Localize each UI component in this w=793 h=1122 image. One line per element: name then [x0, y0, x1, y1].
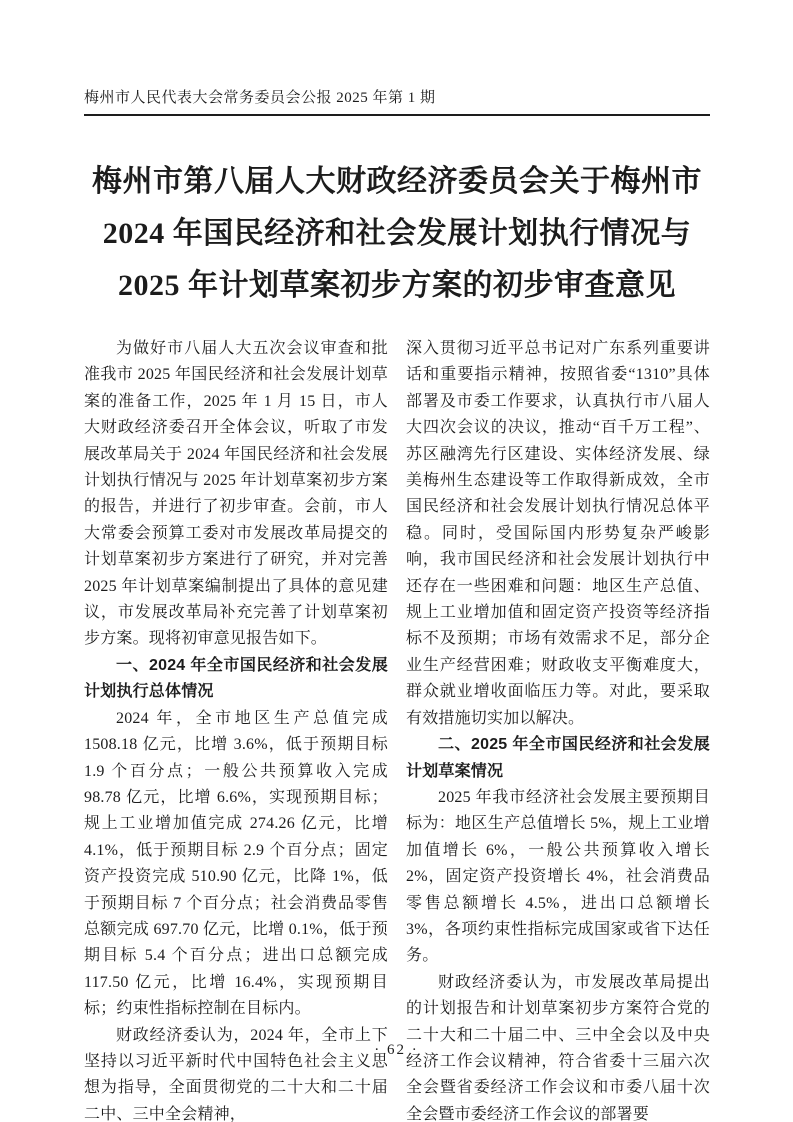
paragraph-committee-opinion-start: 财政经济委认为，2024 年，全市上下坚持以习近平新时代中国特色社会主义思想为指导，全面贯彻党的二十大和二十届二中、三中全会精神， [84, 1026, 388, 1122]
section-heading-2: 二、2025 年全市国民经济和社会发展计划草案情况 [406, 736, 710, 780]
document-title [84, 156, 710, 312]
right-column [406, 336, 710, 1122]
title-line-3: 2025 年计划草案初步方案的初步审查意见 [118, 269, 676, 302]
left-column [84, 336, 388, 1122]
paragraph-2024-indicators: 2024 年，全市地区生产总值完成 1508.18 亿元，比增 3.6%，低于预期目标 1.9 个百分点；一般公共预算收入完成 98.78 亿元，比增 6.6%，实现预期目标；规上工业增加值完成 274.26 亿元，比增 4.1%，低于预期目标 2.9 个百分点；固定资产投资完成 510.90 亿元，比降 1%，低于预期目标 7 个百分点；社会消费品零售总额完成 697.70 亿元，比增 0.1%，低于预期目标 5.4 个百分点；进出口总额完成 117.50 亿元，比增 16.4%，实现预期目标；约束性指标控制在目标内。 [84, 709, 388, 1018]
page-number: · 62 · [374, 1042, 419, 1058]
paragraph-2025-targets: 2025 年我市经济社会发展主要预期目标为：地区生产总值增长 5%，规上工业增加值增长 6%，一般公共预算收入增长 2%，固定资产投资增长 4%，社会消费品零售总额增长 4.5%，进出口总额增长 3%，各项约束性指标完成国家或省下达任务。 [406, 788, 710, 965]
publication-header: 梅州市人民代表大会常务委员会公报 2025 年第 1 期 [84, 86, 710, 116]
paragraph-draft-review-start: 财政经济委认为，市发展改革局提出的计划报告和计划草案初步方案符合党的二十大和二十届二中、三中全会以及中央经济工作会议精神，符合省委十三届六次全会暨省委经济工作会议和市委八届十次全会暨市委经济工作会议的部署要 [406, 973, 710, 1122]
section-heading-1: 一、2024 年全市国民经济和社会发展计划执行总体情况 [84, 656, 388, 701]
title-line-1: 梅州市第八届人大财政经济委员会关于梅州市 [92, 165, 702, 198]
page-footer [0, 1042, 793, 1059]
paragraph-committee-opinion-continued: 深入贯彻习近平总书记对广东系列重要讲话和重要指示精神，按照省委“1310”具体部署及市委工作要求，认真执行市八届人大四次会议的决议，推动“百千万工程”、苏区融湾先行区建设、实体经济发展、绿美梅州生态建设等工作取得新成效，全市国民经济和社会发展计划执行情况总体平稳。同时，受国际国内形势复杂严峻影响，我市国民经济和社会发展计划执行中还存在一些困难和问题：地区生产总值、规上工业增加值和固定资产投资等经济指标不及预期；市场有效需求不足，部分企业生产经营困难；财政收支平衡难度大，群众就业增收面临压力等。对此，要采取有效措施切实加以解决。 [406, 340, 710, 727]
paragraph-intro: 为做好市八届人大五次会议审查和批准我市 2025 年国民经济和社会发展计划草案的准备工作，2025 年 1 月 15 日，市人大财政经济委召开全体会议，听取了市发展改革局关于 2024 年国民经济和社会发展计划执行情况与 2025 年计划草案初步方案的报告，并进行了初步审查。会前，市人大常委会预算工委对市发展改革局提交的计划草案初步方案进行了研究，并对完善 2025 年计划草案编制提出了具体的意见建议，市发展改革局补充完善了计划草案初步方案。现将初审意见报告如下。 [84, 340, 388, 648]
title-line-2: 2024 年国民经济和社会发展计划执行情况与 [102, 217, 692, 250]
body-columns [84, 336, 710, 1122]
